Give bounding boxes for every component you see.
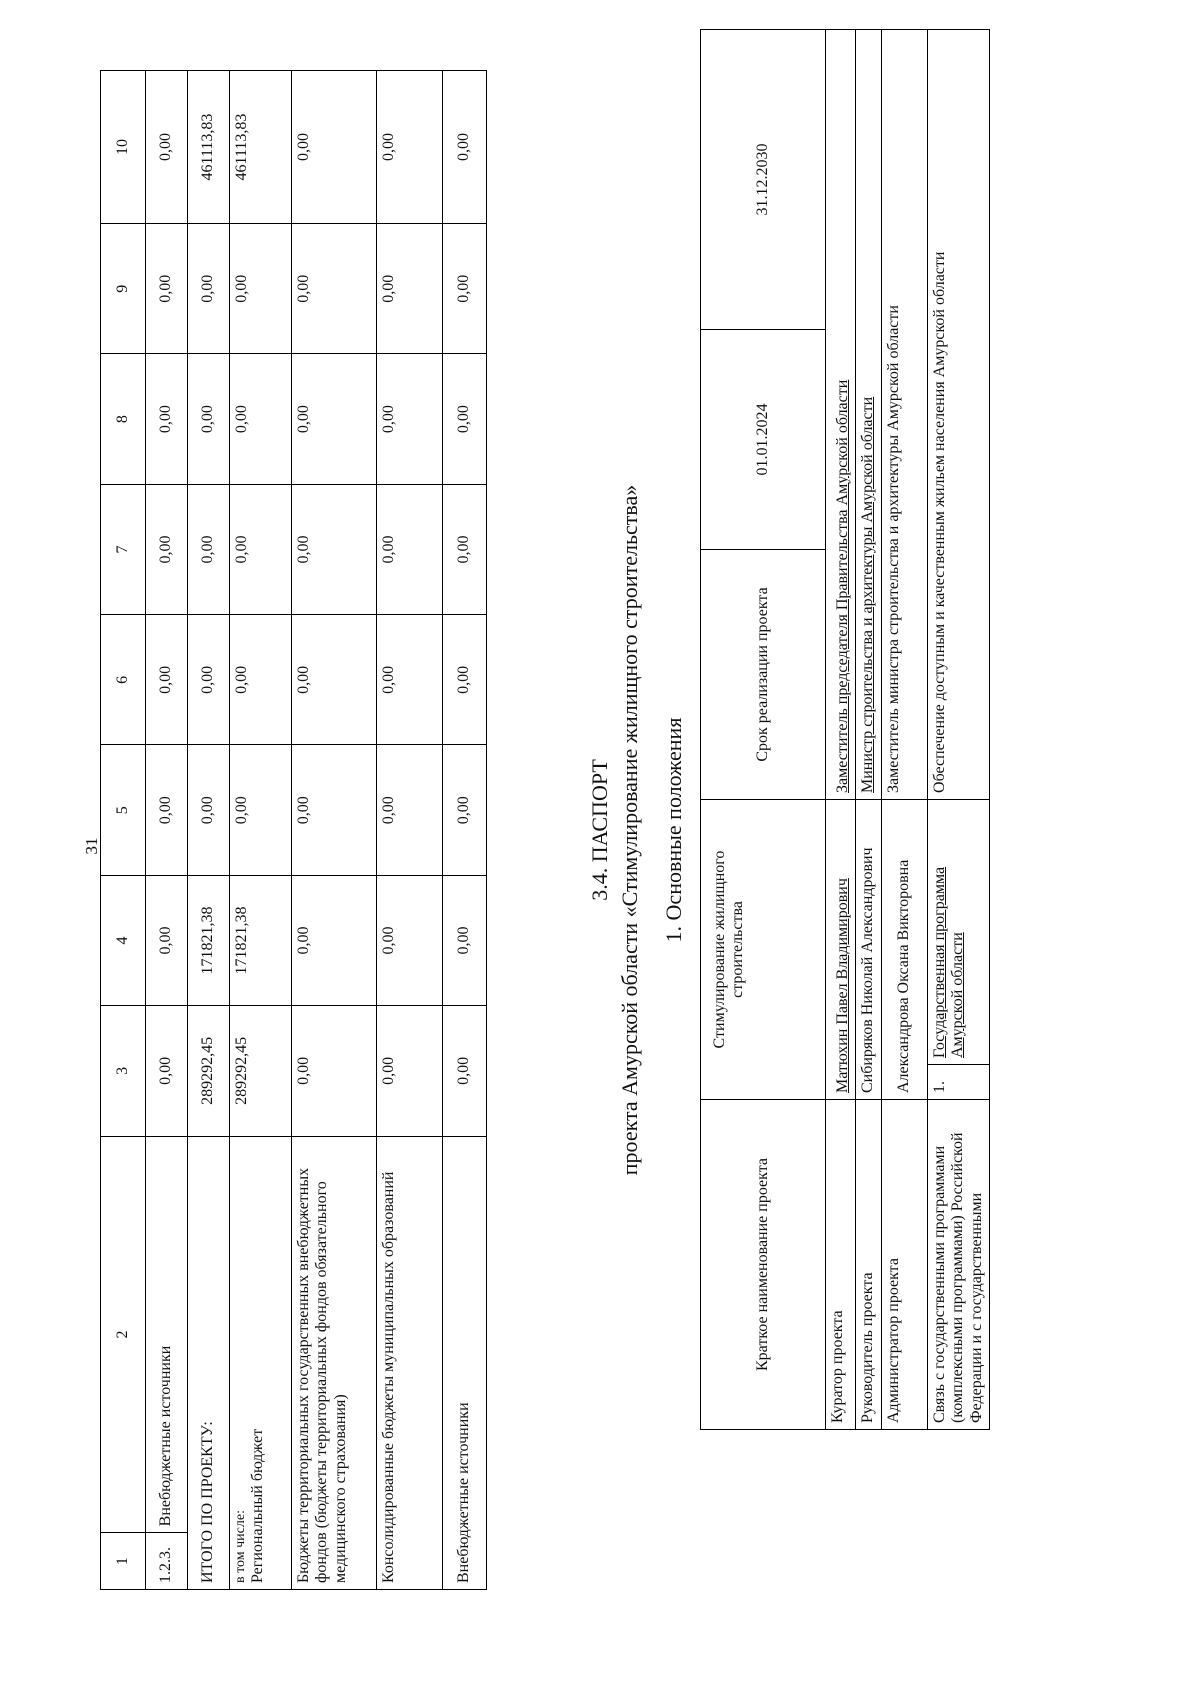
value-cell: 0,00 [377, 484, 443, 614]
table-row [882, 29, 928, 1429]
value-cell: 0,00 [443, 745, 487, 875]
value-cell: 0,00 [146, 745, 188, 875]
value-cell: 0,00 [146, 484, 188, 614]
value-cell: 0,00 [443, 615, 487, 745]
value-cell: 171821,38 [230, 875, 292, 1005]
value-cell: 171821,38 [188, 875, 230, 1005]
value-cell: 0,00 [292, 615, 377, 745]
table-row [188, 71, 230, 1590]
value-cell: 0,00 [377, 745, 443, 875]
start-date: 01.01.2024 [701, 329, 826, 549]
curator-name: Матюхин Павел Владимирович [826, 799, 856, 1099]
admin-name: Александрова Оксана Викторовна [882, 799, 928, 1099]
row-number: 1.2.3. [146, 1533, 188, 1590]
value-cell: 0,00 [443, 875, 487, 1005]
link-program: Государственная программа Амурской области [928, 799, 990, 1064]
curator-label: Куратор проекта [826, 1100, 856, 1430]
value-cell: 0,00 [188, 615, 230, 745]
section-title: 1. Основные положения [661, 717, 686, 943]
value-cell: 0,00 [377, 1006, 443, 1136]
value-cell: 289292,45 [230, 1006, 292, 1136]
header-cell: 3 [101, 1006, 146, 1136]
row-name: Консолидированные бюджеты муниципальных образований [377, 1136, 443, 1589]
value-cell: 0,00 [377, 71, 443, 224]
admin-label: Администратор проекта [882, 1100, 928, 1430]
value-cell: 0,00 [443, 484, 487, 614]
value-cell: 0,00 [188, 484, 230, 614]
value-cell: 0,00 [146, 224, 188, 354]
header-cell: 8 [101, 354, 146, 484]
rotated-content [100, 70, 1140, 1590]
value-cell: 0,00 [292, 484, 377, 614]
header-cell: 7 [101, 484, 146, 614]
admin-position: Заместитель министра строительства и архитектуры Амурской области [882, 29, 928, 799]
table-row [443, 71, 487, 1590]
header-cell: 9 [101, 224, 146, 354]
value-cell: 289292,45 [188, 1006, 230, 1136]
value-cell: 0,00 [377, 875, 443, 1005]
table-row [928, 29, 990, 1429]
short-name-value: Стимулирование жилищного строительства [701, 799, 826, 1099]
link-number: 1. [928, 1065, 990, 1100]
value-cell: 0,00 [292, 875, 377, 1005]
table-row [826, 29, 856, 1429]
value-cell: 0,00 [443, 1006, 487, 1136]
value-cell: 0,00 [146, 354, 188, 484]
curator-position: Заместитель председателя Правительства Амурской области [826, 29, 856, 799]
row-name [230, 1136, 292, 1589]
value-cell: 0,00 [146, 615, 188, 745]
head-label: Руководитель проекта [856, 1100, 882, 1430]
header-cell: 10 [101, 71, 146, 224]
value-cell: 0,00 [377, 354, 443, 484]
value-cell: 0,00 [377, 615, 443, 745]
table-row [230, 71, 292, 1590]
header-cell: 2 [101, 1136, 146, 1533]
term-label: Срок реализации проекта [701, 549, 826, 799]
link-label: Связь с государственными программами (комплексными программами) Российской Федерации и с государственными [928, 1100, 990, 1430]
link-goal: Обеспечение доступным и качественным жильем населения Амурской области [928, 29, 990, 799]
passport-title: 3.4. ПАСПОРТ [587, 759, 612, 901]
table-row [856, 29, 882, 1429]
table-header-row [101, 71, 146, 1590]
value-cell: 0,00 [443, 354, 487, 484]
header-cell: 6 [101, 615, 146, 745]
table-row [146, 71, 188, 1590]
passport-subtitle: проекта Амурской области «Стимулирование жилищного строительства» [617, 484, 642, 1176]
head-name: Сибиряков Николай Александрович [856, 799, 882, 1099]
value-cell: 0,00 [292, 354, 377, 484]
value-cell: 461113,83 [230, 71, 292, 224]
value-cell: 0,00 [230, 224, 292, 354]
header-cell: 5 [101, 745, 146, 875]
value-cell: 0,00 [443, 71, 487, 224]
row-name: Внебюджетные источники [146, 1136, 188, 1533]
value-cell: 0,00 [188, 354, 230, 484]
header-cell: 1 [101, 1533, 146, 1590]
head-position: Министр строительства и архитектуры Амурской области [856, 29, 882, 799]
finance-table [100, 70, 487, 1590]
header-cell: 4 [101, 875, 146, 1005]
value-cell: 0,00 [188, 745, 230, 875]
row-name: Внебюджетные источники [443, 1136, 487, 1589]
short-name-label: Краткое наименование проекта [701, 1100, 826, 1430]
value-cell: 0,00 [443, 224, 487, 354]
basic-provisions-table [700, 29, 990, 1430]
table-row [701, 29, 826, 1429]
value-cell: 0,00 [292, 71, 377, 224]
value-cell: 0,00 [146, 875, 188, 1005]
value-cell: 461113,83 [188, 71, 230, 224]
value-cell: 0,00 [292, 1006, 377, 1136]
value-cell: 0,00 [292, 745, 377, 875]
table-row [292, 71, 377, 1590]
value-cell: 0,00 [230, 745, 292, 875]
table-row [377, 71, 443, 1590]
value-cell: 0,00 [188, 224, 230, 354]
value-cell: 0,00 [292, 224, 377, 354]
value-cell: 0,00 [146, 1006, 188, 1136]
value-cell: 0,00 [377, 224, 443, 354]
value-cell: 0,00 [230, 484, 292, 614]
end-date: 31.12.2030 [701, 29, 826, 329]
row-name: ИТОГО ПО ПРОЕКТУ: [188, 1136, 230, 1589]
page-number: 31 [82, 837, 101, 855]
value-cell: 0,00 [146, 71, 188, 224]
row-name-prefix: в том числе: [233, 1510, 248, 1583]
value-cell: 0,00 [230, 615, 292, 745]
row-name: Бюджеты территориальных государственных внебюджетных фондов (бюджеты территориальных фондов обязательного медицинского страхования) [292, 1136, 377, 1589]
value-cell: 0,00 [230, 354, 292, 484]
passport-heading [585, 70, 689, 1590]
row-name-main: Региональный бюджет [249, 1428, 267, 1583]
